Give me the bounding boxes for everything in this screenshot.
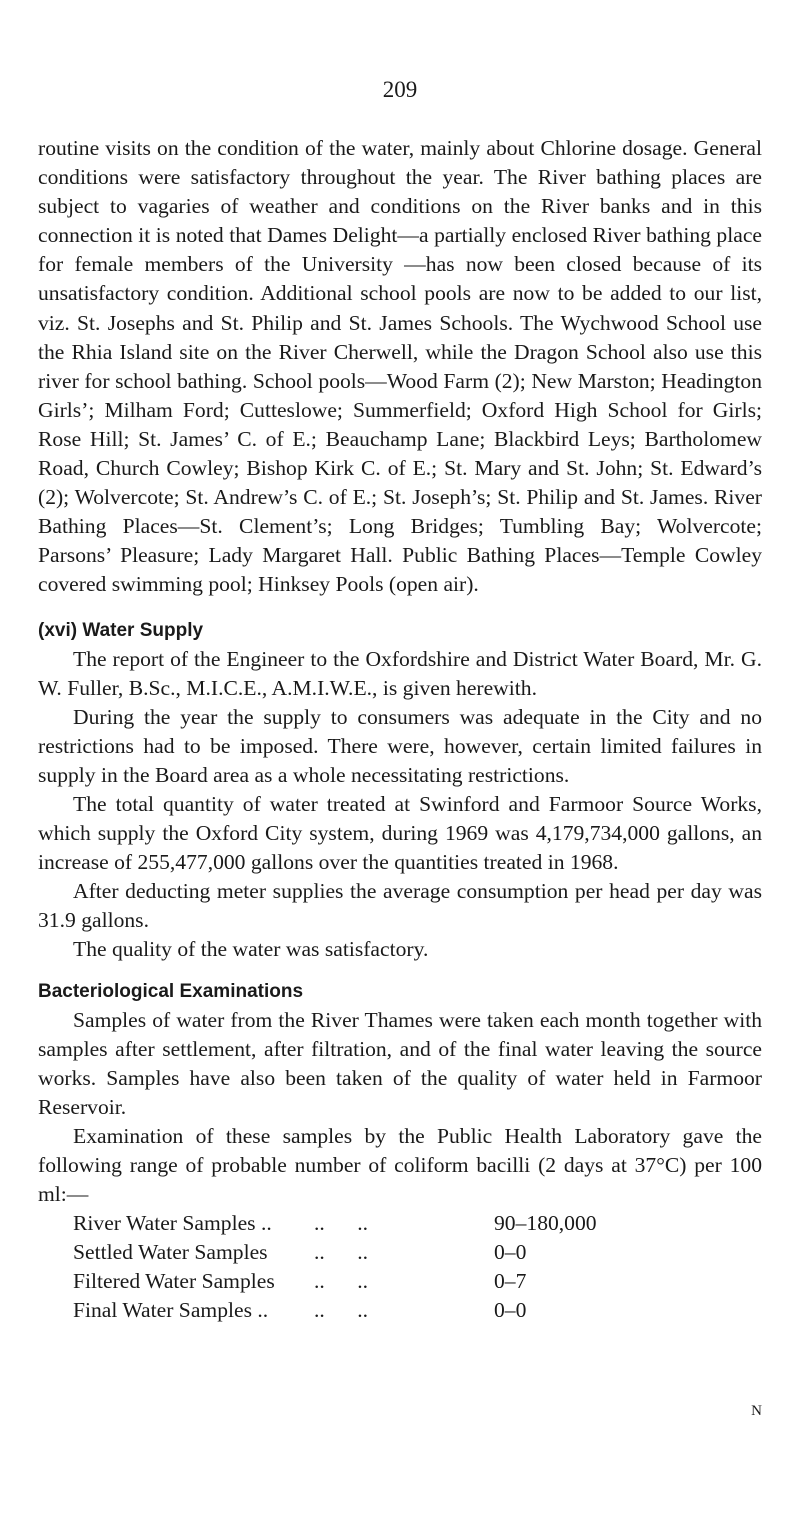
result-label: River Water Samples .. [73,1211,272,1236]
result-row-filtered [38,1267,762,1296]
paragraph-supply-adequacy: During the year the supply to consumers was adequate in the City and no restrictions had to be imposed. There were, however, certain limited failures in supply in the Board area as a whole necessitating restrictions. [38,704,762,787]
result-label: Final Water Samples .. [73,1298,269,1323]
result-leader-dots: .. .. [314,1269,368,1294]
paragraph-water-quality: The quality of the water was satisfactory. [73,937,429,962]
paragraph-examination: Examination of these samples by the Public Health Laboratory gave the following range of probable number of coliform bacilli (2 days at 37°C) per 100 ml:— [38,1123,762,1207]
coliform-results-list [38,1209,762,1325]
result-row-settled [38,1238,762,1267]
section-heading-water-supply: (xvi) Water Supply [38,619,204,641]
paragraph-total-quantity: The total quantity of water treated at Swinford and Farmoor Source Works, which supply the Oxford City system, during 1969 was 4,179,734,000 gallons, an increase of 255,477,000 gallons over the quantities treated in 1968. [38,791,762,875]
result-leader-dots: .. .. [314,1298,368,1323]
result-value: 0–0 [494,1298,527,1323]
paragraph-average-consumption: After deducting meter supplies the average consumption per head per day was 31.9 gallons. [38,879,762,933]
page-body [38,134,762,1326]
paragraph-samples: Samples of water from the River Thames were taken each month together with samples after settlement, after filtration, and of the final water leaving the source works. Samples have also been taken of the quality of water held in Farmoor Reservoir. [38,1007,762,1119]
paragraph-bathing-places: routine visits on the condition of the water, mainly about Chlorine dosage. General conditions were satisfactory throughout the year. The River bathing places are subject to vagaries of weather and conditions on the River banks and in this connection it is noted that Dames Delight—a partially enclosed River bathing place for female members of the University —has now been closed because of its unsatisfactory condition. Additional school pools are now to be added to our list, viz. St. Josephs and St. Philip and St. James Schools. The Wychwood School use the Rhia Island site on the River Cherwell, while the Dragon School also use this river for school bathing. School pools—Wood Farm (2); New Marston; Headington Girls’; Milham Ford; Cutteslowe; Summerfield; Oxford High School for Girls; Rose Hill; St. James’ C. of E.; Beauchamp Lane; Blackbird Leys; Bartholomew Road, Church Cowley; Bishop Kirk C. of E.; St. Mary and St. John; St. Edward’s (2); Wolvercote; St. Andrew’s C. of E.; St. Joseph’s; St. Philip and St. James. River Bathing Places—St. Clement’s; Long Bridges; Tumbling Bay; Wolvercote; Parsons’ Pleasure; Lady Margaret Hall. Public Bathing Places—Temple Cowley covered swimming pool; Hinksey Pools (open air). [38,136,762,597]
result-row-final [38,1296,762,1325]
result-value: 0–7 [494,1269,527,1294]
page-number: 209 [382,77,418,102]
signature-mark: N [751,1403,762,1419]
result-label: Settled Water Samples [73,1240,268,1265]
result-leader-dots: .. .. [314,1211,368,1236]
result-value: 0–0 [494,1240,527,1265]
result-value: 90–180,000 [494,1211,597,1236]
result-label: Filtered Water Samples [73,1269,275,1294]
result-row-river [38,1209,762,1238]
paragraph-engineer-report: The report of the Engineer to the Oxfordshire and District Water Board, Mr. G. W. Fuller, B.Sc., M.I.C.E., A.M.I.W.E., is given herewith. [38,646,762,700]
result-leader-dots: .. .. [314,1240,368,1265]
section-heading-bacteriological: Bacteriological Examinations [38,980,304,1002]
